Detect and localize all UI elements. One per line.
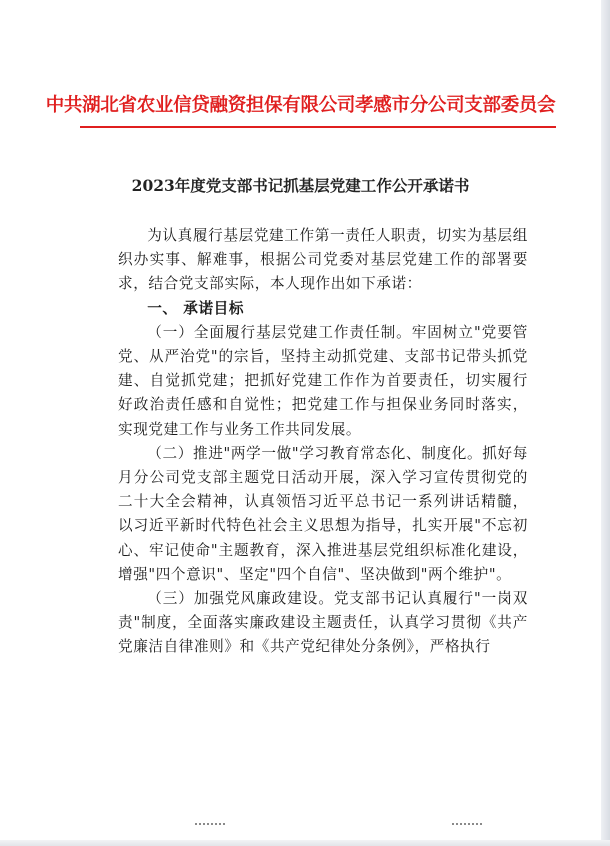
body-paragraph: （三）加强党风廉政建设。党支部书记认真履行"一岗双责"制度，全面落实廉政建设主题责任，认真学习贯彻《共产党廉洁自律准则》和《共产党纪律处分条例》，严格执行 — [118, 590, 528, 656]
page-edge-shadow — [0, 840, 610, 846]
masthead-title: 中共湖北省农业信贷融资担保有限公司孝感市分公司支部委员会 — [45, 95, 556, 116]
body-paragraph: （二）推进"两学一做"学习教育常态化、制度化。抓好每月分公司党支部主题党日活动开展，深入学习宣传贯彻党的二十大全会精神，认真领悟习近平总书记一系列讲话精髓，以习近平新时代特色社会主义思想为指导，扎实开展"不忘初心、牢记使命"主题教育，深入推进基层党组织标准化建设，增强"四个意识"、坚定"四个自信"、坚决做到"两个维护"。 — [118, 444, 528, 583]
section-heading: 一、 承诺目标 — [147, 299, 245, 317]
scan-mark — [195, 823, 225, 829]
intro-paragraph: 为认真履行基层党建工作第一责任人职责，切实为基层组织办实事、解难事，根据公司党委对基层党建工作的部署要求，结合党支部实际，本人现作出如下承诺： — [118, 227, 528, 293]
document-title: 2023年度党支部书记抓基层党建工作公开承诺书 — [131, 176, 470, 195]
scan-mark — [452, 823, 482, 829]
document-body — [118, 224, 528, 660]
page-edge-shadow — [601, 0, 610, 846]
masthead-rule — [80, 126, 556, 128]
body-paragraph: （一）全面履行基层党建工作责任制。牢固树立"党要管党、从严治党"的宗旨，坚持主动抓党建、支部书记带头抓党建、自觉抓党建；把抓好党建工作作为首要责任，切实履行好政治责任感和自觉性；把党建工作与担保业务同时落实，实现党建工作与业务工作共同发展。 — [118, 323, 528, 438]
